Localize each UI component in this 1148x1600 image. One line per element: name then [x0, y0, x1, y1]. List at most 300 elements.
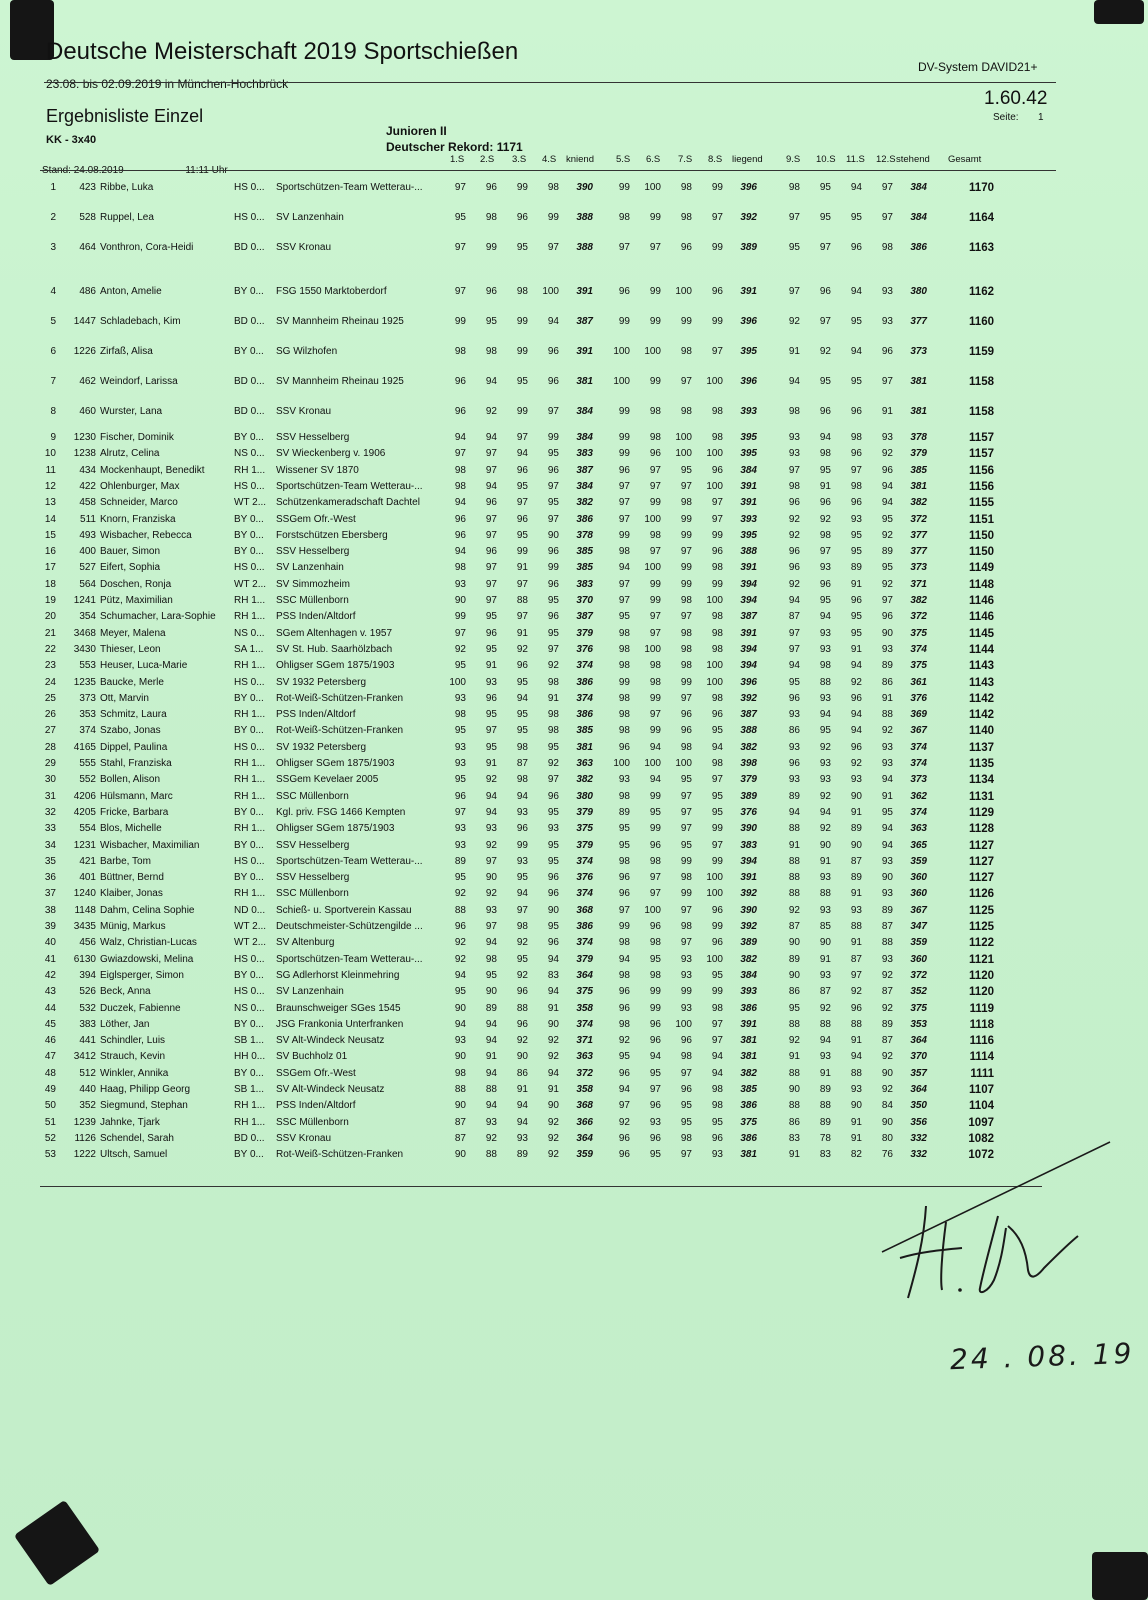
series-cell: 95 — [881, 562, 893, 574]
series-cell: 99 — [516, 839, 528, 851]
club-name-cell: PSS Inden/Altdorf — [276, 709, 356, 721]
series-cell: 92 — [881, 1084, 893, 1095]
rank-cell: 16 — [44, 546, 56, 558]
series-cell: 95 — [649, 1149, 661, 1161]
club-name-cell: SV 1932 Petersberg — [276, 676, 367, 688]
series-cell: 98 — [454, 464, 466, 476]
start-number-cell: 440 — [79, 1084, 96, 1095]
total-cell: 1127 — [969, 872, 994, 885]
series-cell: 98 — [850, 432, 862, 443]
start-number-cell: 1126 — [74, 1132, 96, 1144]
table-row — [0, 677, 1148, 691]
series-cell: 96 — [881, 464, 893, 476]
series-cell: 94 — [485, 1100, 497, 1112]
association-code-cell: BY 0... — [234, 725, 264, 737]
rank-cell: 14 — [44, 513, 56, 525]
club-name-cell: SV Alt-Windeck Neusatz — [276, 1084, 385, 1095]
association-code-cell: NS 0... — [234, 1002, 265, 1014]
series-cell: 98 — [547, 725, 559, 737]
series-cell: 93 — [819, 758, 831, 769]
series-cell: 93 — [881, 888, 893, 900]
subtotal-cell: 385 — [576, 562, 593, 574]
series-cell: 87 — [819, 986, 831, 998]
series-cell: 99 — [711, 529, 723, 541]
series-cell: 94 — [485, 1018, 497, 1030]
series-cell: 97 — [819, 316, 831, 327]
series-cell: 94 — [850, 1051, 862, 1063]
table-row — [0, 1003, 1148, 1017]
series-cell: 96 — [618, 986, 630, 998]
association-code-cell: BY 0... — [234, 513, 264, 525]
total-cell: 1146 — [969, 611, 994, 624]
total-cell: 1144 — [969, 643, 994, 656]
club-name-cell: Ohligser SGem 1875/1903 — [276, 823, 395, 835]
total-cell: 1122 — [969, 937, 994, 950]
table-row — [0, 376, 1148, 390]
rank-cell: 38 — [44, 904, 56, 916]
series-cell: 91 — [850, 888, 862, 900]
series-cell: 90 — [788, 969, 800, 981]
total-cell: 1140 — [969, 725, 994, 738]
series-cell: 94 — [850, 182, 862, 193]
total-cell: 1155 — [969, 497, 994, 510]
subtotal-cell: 370 — [576, 595, 593, 606]
series-cell: 95 — [788, 676, 800, 688]
table-row — [0, 905, 1148, 919]
table-row — [0, 758, 1148, 772]
series-cell: 95 — [711, 969, 723, 981]
column-header: 11.S — [846, 154, 865, 165]
series-cell: 93 — [788, 741, 800, 753]
series-cell: 97 — [680, 1067, 692, 1079]
association-code-cell: BY 0... — [234, 1149, 264, 1161]
table-row — [0, 1068, 1148, 1082]
association-code-cell: RH 1... — [234, 595, 266, 606]
club-name-cell: Wissener SV 1870 — [276, 464, 359, 476]
rank-cell: 30 — [44, 774, 56, 786]
series-cell: 93 — [819, 643, 831, 655]
subtotal-cell: 398 — [740, 758, 757, 769]
series-cell: 96 — [819, 497, 831, 509]
column-header: 3.S — [512, 154, 527, 165]
total-cell: 1159 — [969, 346, 994, 358]
association-code-cell: BY 0... — [234, 286, 264, 297]
start-number-cell: 4206 — [73, 790, 96, 802]
subtotal-cell: 386 — [740, 1100, 757, 1112]
subtotal-cell: 388 — [576, 212, 593, 223]
association-code-cell: RH 1... — [234, 758, 266, 769]
series-cell: 91 — [547, 692, 559, 704]
series-cell: 88 — [516, 1002, 528, 1014]
rank-cell: 36 — [44, 872, 56, 884]
series-cell: 97 — [485, 921, 497, 932]
rank-cell: 31 — [44, 790, 56, 802]
series-cell: 98 — [680, 595, 692, 606]
series-cell: 98 — [649, 969, 661, 981]
series-cell: 97 — [618, 513, 630, 525]
start-number-cell: 373 — [79, 692, 96, 704]
series-cell: 96 — [485, 286, 497, 297]
subtotal-cell: 381 — [740, 1035, 757, 1047]
stand-time: 11:11 Uhr — [185, 165, 228, 176]
rank-cell: 49 — [44, 1084, 56, 1095]
series-cell: 98 — [547, 676, 559, 688]
series-cell: 99 — [711, 986, 723, 998]
series-cell: 92 — [819, 1002, 831, 1014]
association-code-cell: WT 2... — [234, 578, 267, 590]
series-cell: 88 — [454, 1084, 466, 1095]
series-cell: 99 — [516, 316, 528, 327]
club-name-cell: SSGem Ofr.-West — [276, 513, 356, 525]
subtotal-cell: 386 — [576, 676, 593, 688]
athlete-name-cell: Schumacher, Lara-Sophie — [100, 611, 216, 623]
series-cell: 95 — [454, 212, 466, 223]
series-cell: 94 — [819, 709, 831, 721]
subtotal-cell: 359 — [576, 1149, 593, 1161]
start-number-cell: 493 — [79, 529, 96, 541]
series-cell: 92 — [881, 448, 893, 460]
total-cell: 1135 — [969, 758, 994, 770]
series-cell: 95 — [516, 480, 528, 492]
series-cell: 98 — [680, 182, 692, 193]
series-cell: 90 — [454, 1051, 466, 1063]
series-cell: 91 — [850, 1132, 862, 1144]
club-name-cell: SV Mannheim Rheinau 1925 — [276, 376, 404, 387]
subtotal-cell: 374 — [910, 758, 927, 769]
club-name-cell: Rot-Weiß-Schützen-Franken — [276, 725, 404, 737]
athlete-name-cell: Barbe, Tom — [100, 855, 151, 867]
series-cell: 97 — [454, 627, 466, 639]
subtotal-cell: 363 — [576, 758, 593, 769]
series-cell: 95 — [850, 212, 862, 223]
series-cell: 92 — [881, 969, 893, 981]
subtotal-cell: 366 — [576, 1116, 593, 1128]
series-cell: 93 — [819, 969, 831, 981]
total-cell: 1121 — [969, 953, 994, 966]
athlete-name-cell: Eiglsperger, Simon — [100, 969, 184, 981]
athlete-name-cell: Jahnke, Tjark — [100, 1116, 160, 1128]
series-cell: 95 — [485, 741, 497, 753]
series-cell: 98 — [485, 953, 497, 965]
athlete-name-cell: Walz, Christian-Lucas — [100, 937, 197, 949]
series-cell: 97 — [881, 595, 893, 606]
total-cell: 1125 — [969, 904, 994, 917]
series-cell: 99 — [649, 316, 661, 327]
series-cell: 97 — [680, 937, 692, 949]
club-name-cell: Rot-Weiß-Schützen-Franken — [276, 692, 404, 704]
subtotal-cell: 384 — [910, 182, 927, 193]
subtotal-cell: 386 — [576, 709, 593, 721]
column-header: liegend — [732, 154, 763, 165]
table-row — [0, 986, 1148, 1000]
start-number-cell: 527 — [79, 562, 96, 574]
series-cell: 91 — [819, 855, 831, 867]
series-cell: 94 — [788, 595, 800, 606]
subtotal-cell: 374 — [910, 806, 927, 818]
subtotal-cell: 387 — [740, 709, 757, 721]
series-cell: 96 — [850, 1002, 862, 1014]
subtotal-cell: 386 — [576, 513, 593, 525]
start-number-cell: 374 — [79, 725, 96, 737]
rank-cell: 34 — [44, 839, 56, 851]
series-cell: 94 — [881, 497, 893, 509]
rank-cell: 47 — [44, 1051, 56, 1063]
series-cell: 97 — [547, 406, 559, 417]
association-code-cell: BD 0... — [234, 242, 265, 253]
subtotal-cell: 376 — [910, 692, 927, 704]
rank-cell: 4 — [50, 286, 56, 297]
rank-cell: 45 — [44, 1018, 56, 1030]
series-cell: 96 — [618, 741, 630, 753]
series-cell: 100 — [706, 676, 723, 688]
rank-cell: 39 — [44, 921, 56, 932]
series-cell: 98 — [680, 627, 692, 639]
table-row — [0, 579, 1148, 593]
series-cell: 97 — [711, 212, 723, 223]
series-cell: 92 — [819, 823, 831, 835]
series-cell: 95 — [819, 464, 831, 476]
subtotal-cell: 375 — [576, 823, 593, 835]
association-code-cell: SB 1... — [234, 1035, 265, 1047]
subtotal-cell: 393 — [740, 406, 757, 417]
series-cell: 87 — [788, 611, 800, 623]
series-cell: 92 — [788, 904, 800, 916]
series-cell: 99 — [680, 578, 692, 590]
association-code-cell: HS 0... — [234, 741, 265, 753]
club-name-cell: JSG Frankonia Unterfranken — [276, 1018, 404, 1030]
start-number-cell: 526 — [79, 986, 96, 998]
table-row — [0, 432, 1148, 446]
athlete-name-cell: Fricke, Barbara — [100, 806, 169, 818]
series-cell: 93 — [485, 904, 497, 916]
rank-cell: 18 — [44, 578, 56, 590]
series-cell: 97 — [547, 480, 559, 492]
series-cell: 91 — [516, 562, 528, 574]
association-code-cell: SB 1... — [234, 1084, 265, 1095]
series-cell: 92 — [788, 1035, 800, 1047]
series-cell: 89 — [788, 790, 800, 802]
event-dates: 23.08. bis 02.09.2019 in München-Hochbrück — [46, 77, 289, 91]
total-cell: 1107 — [969, 1084, 994, 1096]
start-number-cell: 462 — [79, 376, 96, 387]
club-name-cell: SSC Müllenborn — [276, 595, 349, 606]
start-number-cell: 1230 — [73, 432, 96, 443]
series-cell: 87 — [850, 953, 862, 965]
subtotal-cell: 394 — [740, 855, 757, 867]
series-cell: 96 — [649, 921, 661, 932]
athlete-name-cell: Schindler, Luis — [100, 1035, 166, 1047]
athlete-name-cell: Bauer, Simon — [100, 546, 161, 558]
subtotal-cell: 390 — [740, 823, 757, 835]
series-cell: 90 — [454, 1100, 466, 1112]
series-cell: 100 — [644, 513, 661, 525]
association-code-cell: BY 0... — [234, 839, 264, 851]
series-cell: 97 — [516, 904, 528, 916]
series-cell: 98 — [711, 1002, 723, 1014]
series-cell: 83 — [547, 969, 559, 981]
series-cell: 95 — [547, 855, 559, 867]
series-cell: 94 — [454, 546, 466, 558]
start-number-cell: 3435 — [73, 921, 96, 932]
series-cell: 96 — [788, 758, 800, 769]
series-cell: 100 — [613, 758, 630, 769]
series-cell: 90 — [850, 790, 862, 802]
subtotal-cell: 395 — [740, 448, 757, 460]
subtotal-cell: 395 — [740, 529, 757, 541]
athlete-name-cell: Blos, Michelle — [100, 823, 162, 835]
series-cell: 95 — [680, 774, 692, 786]
association-code-cell: RH 1... — [234, 709, 266, 721]
club-name-cell: SSC Müllenborn — [276, 790, 349, 802]
series-cell: 99 — [547, 212, 559, 223]
table-row — [0, 1051, 1148, 1065]
table-row — [0, 406, 1148, 420]
club-name-cell: Forstschützen Ebersberg — [276, 529, 388, 541]
series-cell: 92 — [454, 888, 466, 900]
start-number-cell: 1231 — [73, 839, 96, 851]
subtotal-cell: 373 — [910, 346, 927, 357]
series-cell: 88 — [516, 595, 528, 606]
subtotal-cell: 364 — [576, 1132, 593, 1144]
series-cell: 95 — [454, 660, 466, 672]
series-cell: 96 — [711, 286, 723, 297]
subtotal-cell: 356 — [910, 1116, 927, 1128]
series-cell: 93 — [454, 839, 466, 851]
series-cell: 99 — [711, 242, 723, 253]
series-cell: 82 — [850, 1149, 862, 1161]
series-cell: 93 — [819, 904, 831, 916]
subtotal-cell: 396 — [740, 182, 757, 193]
series-cell: 97 — [485, 855, 497, 867]
series-cell: 97 — [649, 242, 661, 253]
subtotal-cell: 394 — [740, 578, 757, 590]
series-cell: 97 — [649, 888, 661, 900]
total-cell: 1158 — [969, 376, 994, 388]
series-cell: 96 — [680, 725, 692, 737]
series-cell: 93 — [819, 692, 831, 704]
subtotal-cell: 384 — [740, 464, 757, 476]
column-header: kniend — [566, 154, 594, 165]
series-cell: 97 — [485, 595, 497, 606]
series-cell: 93 — [516, 855, 528, 867]
series-cell: 98 — [618, 660, 630, 672]
series-cell: 94 — [516, 1100, 528, 1112]
series-cell: 83 — [788, 1132, 800, 1144]
series-cell: 92 — [788, 529, 800, 541]
series-cell: 95 — [850, 376, 862, 387]
subtotal-cell: 372 — [576, 1067, 593, 1079]
series-cell: 93 — [788, 448, 800, 460]
series-cell: 92 — [485, 888, 497, 900]
series-cell: 97 — [680, 611, 692, 623]
series-cell: 95 — [485, 316, 497, 327]
series-cell: 100 — [706, 376, 723, 387]
total-cell: 1104 — [969, 1100, 994, 1113]
series-cell: 98 — [485, 212, 497, 223]
subtotal-cell: 381 — [910, 480, 927, 492]
series-cell: 91 — [850, 937, 862, 949]
athlete-name-cell: Winkler, Annika — [100, 1067, 169, 1079]
series-cell: 88 — [850, 1067, 862, 1079]
athlete-name-cell: Bollen, Alison — [100, 774, 161, 786]
club-name-cell: SV Mannheim Rheinau 1925 — [276, 316, 404, 327]
series-cell: 95 — [819, 212, 831, 223]
series-cell: 99 — [485, 242, 497, 253]
series-cell: 95 — [819, 595, 831, 606]
subtotal-cell: 379 — [576, 806, 593, 818]
start-number-cell: 564 — [79, 578, 96, 590]
club-name-cell: SV Buchholz 01 — [276, 1051, 348, 1063]
subtotal-cell: 378 — [910, 432, 927, 443]
series-cell: 94 — [547, 1067, 559, 1079]
association-code-cell: SA 1... — [234, 643, 264, 655]
athlete-name-cell: Ruppel, Lea — [100, 212, 154, 223]
rank-cell: 32 — [44, 806, 56, 818]
series-cell: 100 — [706, 595, 723, 606]
series-cell: 91 — [788, 346, 800, 357]
series-cell: 97 — [711, 839, 723, 851]
series-cell: 96 — [850, 741, 862, 753]
series-cell: 95 — [547, 806, 559, 818]
subtotal-cell: 383 — [576, 448, 593, 460]
subtotal-cell: 378 — [576, 529, 593, 541]
series-cell: 94 — [850, 346, 862, 357]
series-cell: 90 — [547, 529, 559, 541]
table-row — [0, 888, 1148, 902]
series-cell: 98 — [649, 676, 661, 688]
series-cell: 93 — [547, 823, 559, 835]
association-code-cell: BY 0... — [234, 546, 264, 558]
series-cell: 96 — [454, 529, 466, 541]
subtotal-cell: 365 — [910, 839, 927, 851]
series-cell: 95 — [819, 182, 831, 193]
series-cell: 99 — [547, 562, 559, 574]
series-cell: 96 — [485, 692, 497, 704]
series-cell: 93 — [819, 1051, 831, 1063]
series-cell: 89 — [788, 953, 800, 965]
subtotal-cell: 364 — [910, 1084, 927, 1095]
series-cell: 96 — [516, 660, 528, 672]
series-cell: 92 — [819, 790, 831, 802]
athlete-name-cell: Stahl, Franziska — [100, 758, 172, 769]
table-row — [0, 1019, 1148, 1033]
rank-cell: 42 — [44, 969, 56, 981]
column-header: 6.S — [646, 154, 661, 165]
series-cell: 92 — [881, 578, 893, 590]
series-cell: 92 — [485, 406, 497, 417]
subtotal-cell: 389 — [740, 790, 757, 802]
series-cell: 97 — [547, 513, 559, 525]
series-cell: 98 — [618, 709, 630, 721]
total-cell: 1143 — [969, 676, 994, 689]
association-code-cell: BY 0... — [234, 872, 264, 884]
series-cell: 89 — [516, 1149, 528, 1161]
table-row — [0, 465, 1148, 479]
rank-cell: 7 — [50, 376, 56, 387]
series-cell: 99 — [649, 595, 661, 606]
athlete-name-cell: Wisbacher, Rebecca — [100, 529, 192, 541]
series-cell: 93 — [881, 286, 893, 297]
athlete-name-cell: Ohlenburger, Max — [100, 480, 180, 492]
series-cell: 90 — [516, 1051, 528, 1063]
series-cell: 94 — [649, 774, 661, 786]
subtotal-cell: 393 — [740, 513, 757, 525]
athlete-name-cell: Baucke, Merle — [100, 676, 164, 688]
series-cell: 97 — [680, 546, 692, 558]
series-cell: 96 — [711, 937, 723, 949]
start-number-cell: 458 — [79, 497, 96, 509]
subtotal-cell: 386 — [576, 921, 593, 932]
